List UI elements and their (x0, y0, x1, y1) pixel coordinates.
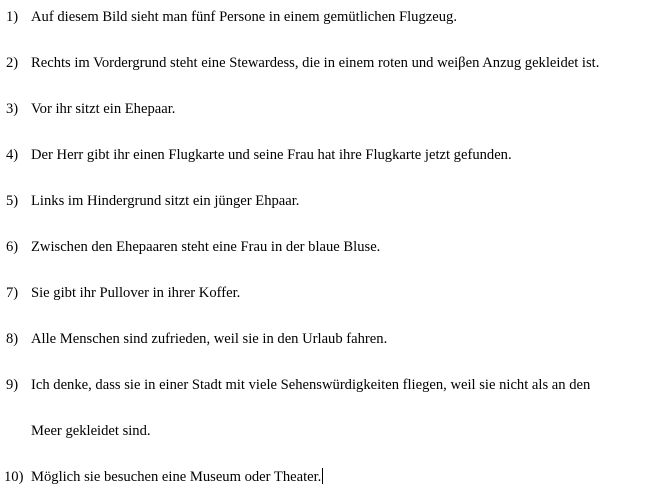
item-text: Links im Hindergrund sitzt ein jünger Ehpaar. (31, 193, 300, 209)
item-number: 2) (6, 55, 19, 71)
item-text: Vor ihr sitzt ein Ehepaar. (31, 101, 176, 117)
item-text: Zwischen den Ehepaaren steht eine Frau in der blaue Bluse. (31, 239, 381, 255)
item-text-wrapper[interactable] (31, 468, 323, 486)
item-number: 5) (6, 193, 19, 209)
item-number: 6) (6, 239, 19, 255)
item-text: Alle Menschen sind zufrieden, weil sie in den Urlaub fahren. (31, 331, 388, 347)
text-cursor (322, 468, 323, 484)
item-text: Ich denke, dass sie in einer Stadt mit viele Sehenswürdigkeiten fliegen, weil sie nicht als an den (31, 377, 591, 393)
item-number: 3) (6, 101, 19, 117)
item-number: 8) (6, 331, 19, 347)
item-number: 10) (4, 469, 24, 485)
item-number: 9) (6, 377, 19, 393)
item-text: Sie gibt ihr Pullover in ihrer Koffer. (31, 285, 241, 301)
item-text: Rechts im Vordergrund steht eine Stewardess, die in einem roten und weiβen Anzug gekleidet ist. (31, 55, 600, 71)
item-text: Auf diesem Bild sieht man fünf Persone in einem gemütlichen Flugzeug. (31, 9, 457, 25)
item-number: 7) (6, 285, 19, 301)
item-text: Der Herr gibt ihr einen Flugkarte und seine Frau hat ihre Flugkarte jetzt gefunden. (31, 147, 512, 163)
item-number: 1) (6, 9, 19, 25)
item-number: 4) (6, 147, 19, 163)
item-text: Möglich sie besuchen eine Museum oder Theater. (31, 469, 322, 485)
item-text-continuation: Meer gekleidet sind. (31, 423, 151, 439)
